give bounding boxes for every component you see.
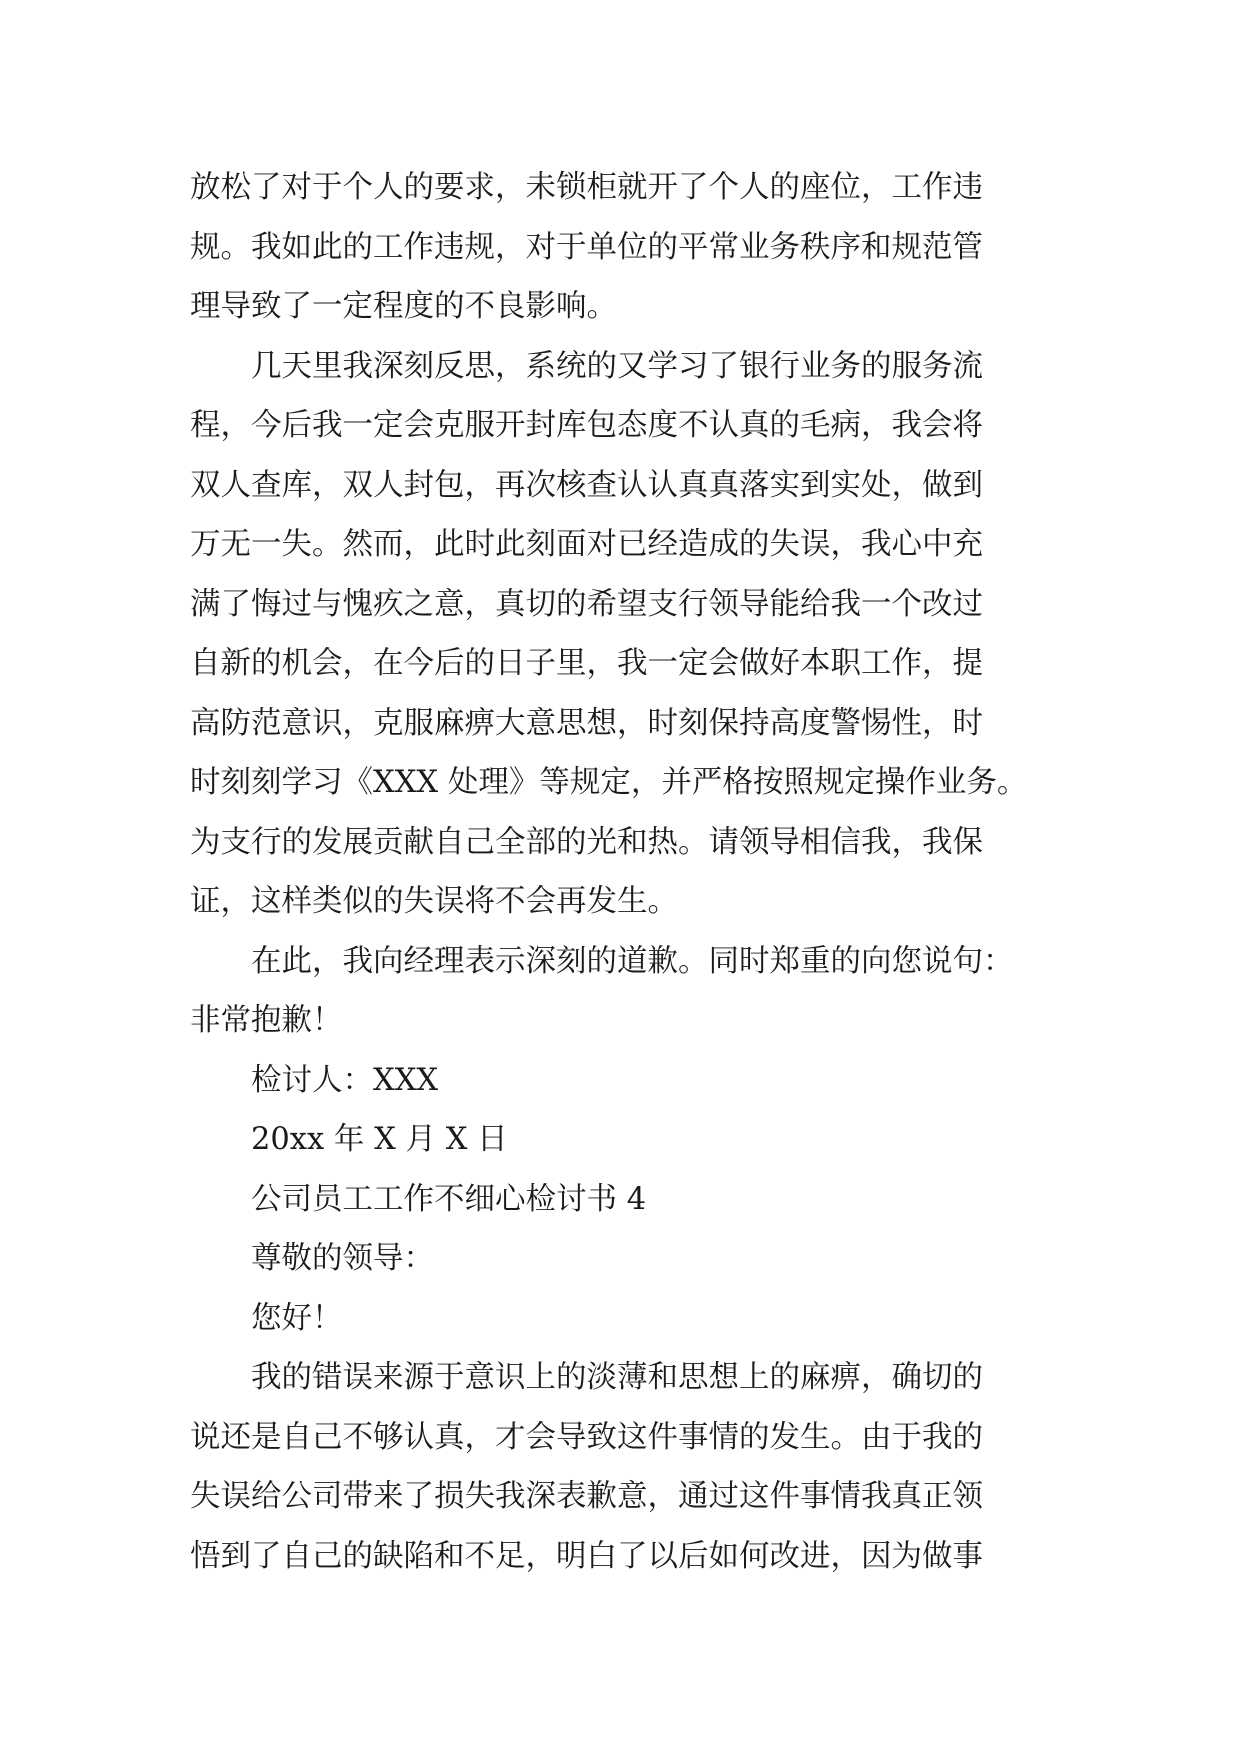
- text-line: 为支行的发展贡献自己全部的光和热。请领导相信我，我保: [190, 824, 983, 860]
- text-line: 在此，我向经理表示深刻的道歉。同时郑重的向您说句：: [251, 943, 1014, 979]
- text-line: 我的错误来源于意识上的淡薄和思想上的麻痹，确切的: [251, 1360, 983, 1395]
- text-line: 理导致了一定程度的不良影响。: [190, 289, 617, 324]
- document-body: [190, 158, 1052, 1586]
- text-line: 规。我如此的工作违规，对于单位的平常业务秩序和规范管: [190, 229, 983, 265]
- text-line: 公司员工工作不细心检讨书 4: [251, 1181, 647, 1217]
- text-line: 20xx 年 X 月 X 日: [251, 1122, 508, 1157]
- text-line: 证，这样类似的失误将不会再发生。: [190, 884, 678, 919]
- text-line: 自新的机会，在今后的日子里，我一定会做好本职工作，提: [190, 646, 983, 681]
- text-line: 尊敬的领导：: [251, 1241, 434, 1276]
- text-line: 程，今后我一定会克服开封库包态度不认真的毛病，我会将: [190, 408, 983, 443]
- text-line: 万无一失。然而，此时此刻面对已经造成的失误，我心中充: [190, 527, 983, 562]
- text-line: 您好！: [251, 1300, 343, 1336]
- text-line: 几天里我深刻反思，系统的又学习了银行业务的服务流: [251, 348, 983, 384]
- text-line: 放松了对于个人的要求，未锁柜就开了个人的座位，工作违: [190, 170, 983, 205]
- text-line: 说还是自己不够认真，才会导致这件事情的发生。由于我的: [190, 1419, 983, 1455]
- text-line: 非常抱歉！: [190, 1003, 343, 1038]
- text-line: 悟到了自己的缺陷和不足，明白了以后如何改进，因为做事: [190, 1538, 983, 1574]
- text-line: 检讨人：XXX: [251, 1062, 439, 1098]
- text-line: 双人查库，双人封包，再次核查认认真真落实到实处，做到: [190, 467, 983, 503]
- text-line: 时刻刻学习《XXX 处理》等规定，并严格按照规定操作业务。: [190, 765, 1028, 800]
- text-line: 高防范意识，克服麻痹大意思想，时刻保持高度警惕性，时: [190, 705, 983, 741]
- text-line: 失误给公司带来了损失我深表歉意，通过这件事情我真正领: [190, 1479, 983, 1514]
- text-line: 满了悔过与愧疚之意，真切的希望支行领导能给我一个改过: [190, 586, 983, 622]
